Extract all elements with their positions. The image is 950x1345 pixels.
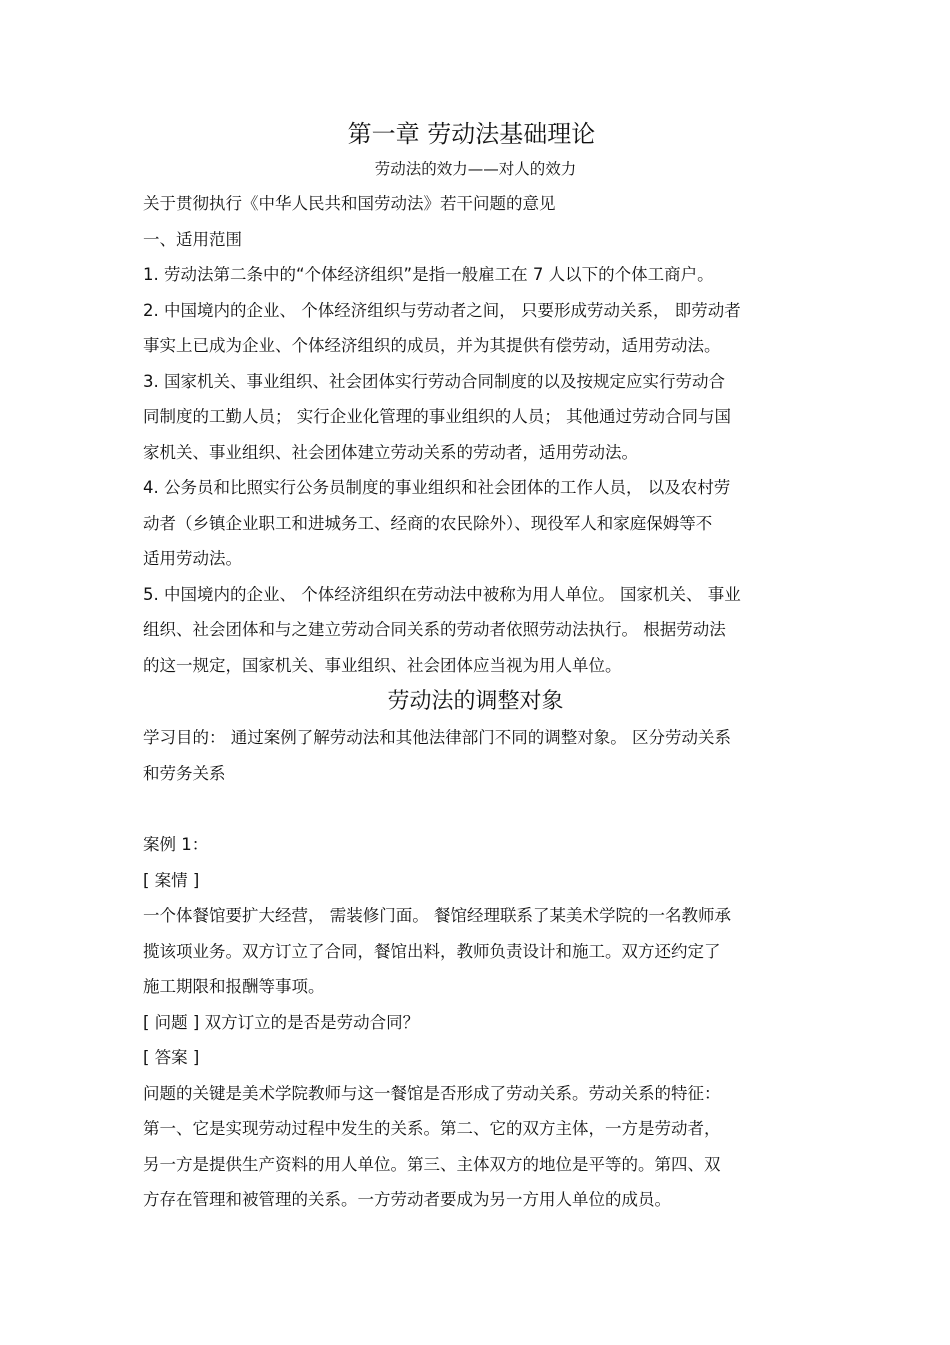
section-heading: 一、适用范围: [143, 229, 242, 249]
text-line: 和劳务关系: [143, 763, 226, 783]
text-line: 事实上已成为企业、个体经济组织的成员，并为其提供有偿劳动，适用劳动法。: [143, 336, 721, 355]
text-line: 问题的关键是美术学院教师与这一餐馆是否形成了劳动关系。劳动关系的特征：: [143, 1083, 721, 1103]
paragraph-block-1: [143, 257, 808, 683]
learning-goal-block: [143, 720, 808, 791]
text-line: 5. 中国境内的企业、 个体经济组织在劳动法中被称为用人单位。 国家机关、 事业: [143, 584, 741, 604]
document-title: 关于贯彻执行《中华人民共和国劳动法》若干问题的意见: [143, 194, 556, 213]
blank-line: [143, 791, 808, 827]
text-line: 3. 国家机关、事业组织、社会团体实行劳动合同制度的以及按规定应实行劳动合: [143, 371, 725, 391]
subtitle: 劳动法的效力——对人的效力: [374, 160, 577, 178]
document-content: [143, 116, 808, 1218]
case-label: 案例 1：: [143, 835, 209, 854]
text-line: 揽该项业务。双方订立了合同，餐馆出料，教师负责设计和施工。双方还约定了: [143, 941, 721, 961]
text-line: 施工期限和报酬等事项。: [143, 977, 325, 996]
case-answer-label: [ 答案 ]: [143, 1048, 200, 1067]
text-line: 第一、它是实现劳动过程中发生的关系。第二、它的双方主体，一方是劳动者，: [143, 1119, 721, 1138]
text-line: 2. 中国境内的企业、 个体经济组织与劳动者之间， 只要形成劳动关系， 即劳动者: [143, 300, 741, 320]
case-facts-label: [ 案情 ]: [143, 870, 200, 890]
text-line: 家机关、事业组织、社会团体建立劳动关系的劳动者，适用劳动法。: [143, 442, 638, 462]
text-line: 另一方是提供生产资料的用人单位。第三、主体双方的地位是平等的。第四、双: [143, 1154, 721, 1174]
section-title-adjustment-object: 劳动法的调整对象: [387, 689, 564, 714]
text-line: 一个体餐馆要扩大经营， 需装修门面。 餐馆经理联系了某美术学院的一名教师承: [143, 906, 731, 925]
case-question: [ 问题 ] 双方订立的是否是劳动合同？: [143, 1012, 420, 1032]
chapter-title: 第一章 劳动法基础理论: [347, 120, 596, 148]
text-line: 同制度的工勤人员； 实行企业化管理的事业组织的人员； 其他通过劳动合同与国: [143, 407, 731, 426]
text-line: 动者（乡镇企业职工和进城务工、经商的农民除外）、现役军人和家庭保姆等不: [143, 513, 713, 533]
case-block: [143, 827, 808, 1218]
text-line: 学习目的： 通过案例了解劳动法和其他法律部门不同的调整对象。 区分劳动关系: [143, 728, 731, 747]
text-line: 1. 劳动法第二条中的“个体经济组织”是指一般雇工在 7 人以下的个体工商户。: [143, 265, 714, 284]
text-line: 的这一规定，国家机关、事业组织、社会团体应当视为用人单位。: [143, 655, 622, 675]
text-line: 组织、社会团体和与之建立劳动合同关系的劳动者依照劳动法执行。 根据劳动法: [143, 620, 726, 639]
text-line: 适用劳动法。: [143, 549, 242, 568]
text-line: 4. 公务员和比照实行公务员制度的事业组织和社会团体的工作人员， 以及农村劳: [143, 478, 731, 497]
text-line: 方存在管理和被管理的关系。一方劳动者要成为另一方用人单位的成员。: [143, 1190, 671, 1209]
